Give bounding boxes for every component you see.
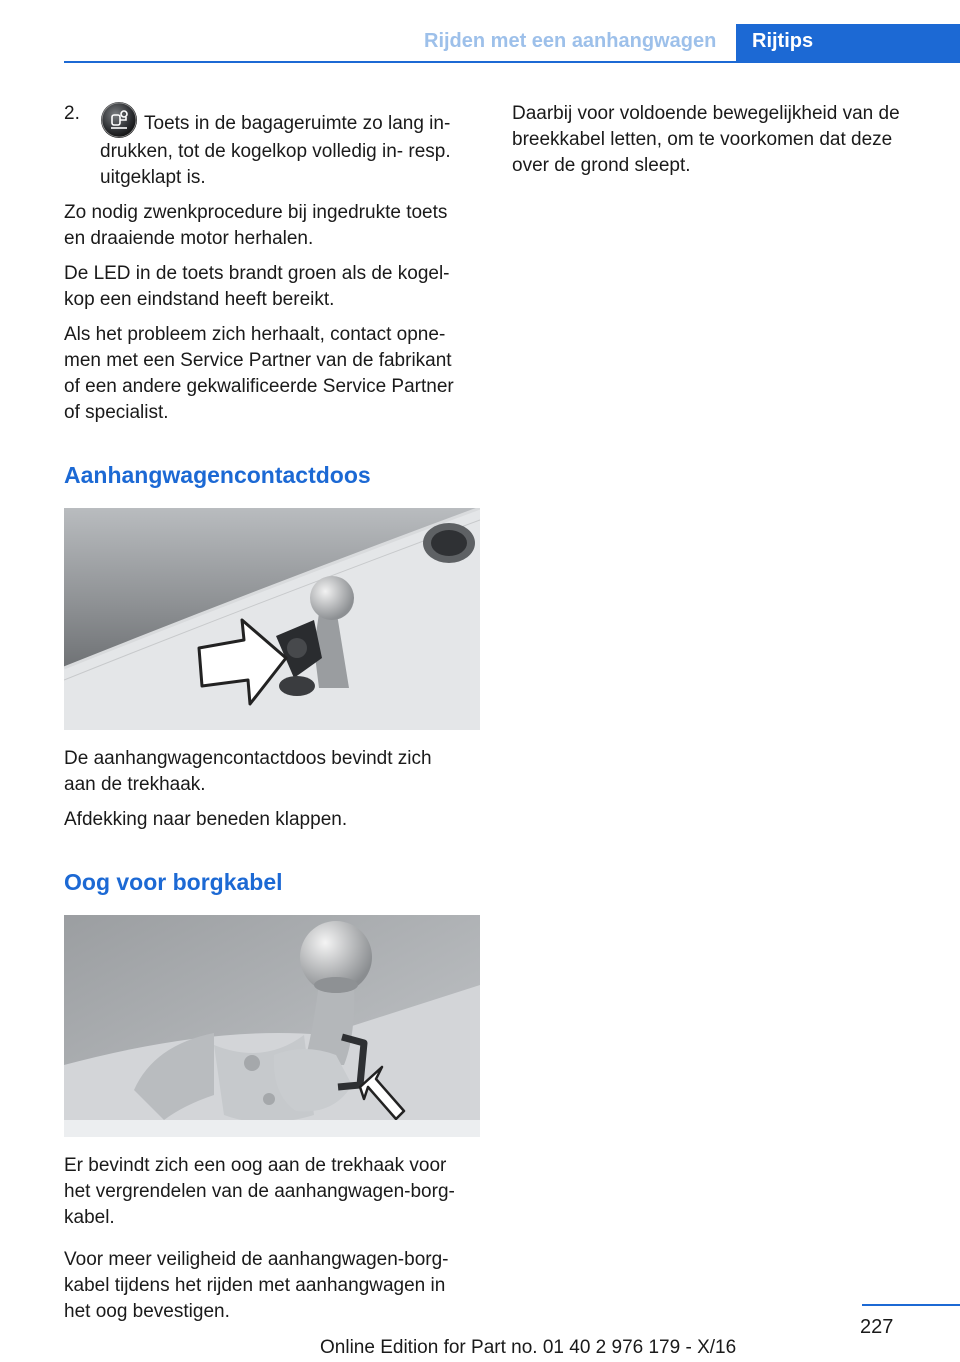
text-line: het oog bevestigen. [64,1301,230,1322]
section-heading-socket: Aanhangwagencontactdoos [64,462,371,488]
text-line: aan de trekhaak. [64,774,206,795]
footer-edition: Online Edition for Part no. 01 40 2 976 179 - X/16 [320,1337,737,1358]
text-line: het vergrendelen van de aanhangwagen-borg- [64,1181,455,1202]
text-line: Zo nodig zwenkprocedure bij ingedrukte toets [64,202,448,223]
header-chapter-tab[interactable] [736,24,960,61]
step-line [100,101,482,139]
paragraph-breakaway-cable [512,101,922,179]
safety-cable-eyelet-illustration [64,915,480,1137]
text-line: over de grond sleept. [512,155,691,176]
footer-rule [862,1304,960,1306]
text-line: Daarbij voor voldoende bewegelijkheid van de [512,103,900,124]
paragraph-socket-cover [64,807,482,833]
text-line: kabel. [64,1207,115,1228]
text-line: Afdekking naar beneden klappen. [64,809,348,830]
text-line: en draaiende motor herhalen. [64,228,314,249]
text-line: Als het probleem zich herhaalt, contact opne- [64,324,446,345]
header-chapter-label: Rijtips [752,30,814,52]
page-number: 227 [860,1316,894,1338]
tow-hitch-button-icon [100,101,138,139]
paragraph-service [64,322,482,426]
header-section-title: Rijden met een aanhangwagen [424,30,717,52]
paragraph-eyelet-safety [64,1247,482,1325]
step-text-line-3: uitgeklapt is. [100,167,206,188]
text-line: of specialist. [64,402,169,423]
paragraph-swivel [64,200,482,252]
header-rule [64,61,960,63]
paragraph-led [64,261,482,313]
text-line: of een andere gekwalificeerde Service Partner [64,376,454,397]
text-line: breekkabel letten, om te voorkomen dat deze [512,129,893,150]
right-column [512,101,922,188]
step-2 [64,101,482,191]
step-text-line-2: drukken, tot de kogelkop volledig in- resp. [100,141,451,162]
text-line: kop een eindstand heeft bereikt. [64,289,335,310]
text-line: De LED in de toets brandt groen als de kogel- [64,263,450,284]
text-line: Voor meer veiligheid de aanhangwagen-borg- [64,1249,449,1270]
step-text-line-1: Toets in de bagageruimte zo lang in- [144,113,451,134]
section-heading-eyelet: Oog voor borgkabel [64,869,283,895]
trailer-socket-illustration [64,508,480,730]
text-line: Er bevindt zich een oog aan de trekhaak voor [64,1155,447,1176]
text-line: men met een Service Partner van de fabrikant [64,350,452,371]
left-column [64,101,482,1334]
paragraph-eyelet-location [64,1153,482,1231]
paragraph-socket-location [64,746,482,798]
text-line: De aanhangwagencontactdoos bevindt zich [64,748,432,769]
step-number: 2. [64,103,80,124]
text-line: kabel tijdens het rijden met aanhangwagen in [64,1275,446,1296]
